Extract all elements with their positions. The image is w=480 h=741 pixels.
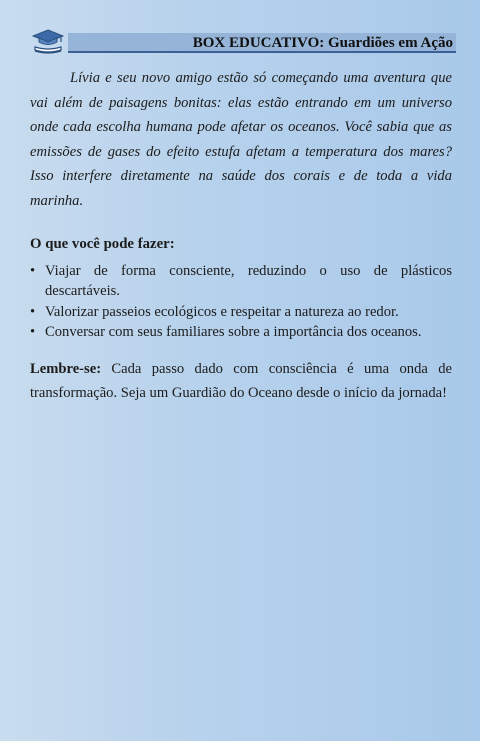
list-item — [30, 261, 452, 302]
box-header — [28, 28, 456, 56]
actions-list — [30, 261, 452, 343]
header-title: BOX EDUCATIVO: Guardiões em Ação — [68, 33, 456, 53]
bullet-icon: • — [30, 303, 36, 320]
bullet-icon: • — [30, 262, 36, 279]
box-content — [30, 66, 452, 406]
list-item-text: Viajar de forma consciente, reduzindo o uso de plásticos descartáveis. — [45, 262, 452, 300]
intro-paragraph: Lívia e seu novo amigo estão só começando uma aventura que vai além de paisagens bonitas: elas estão entrando em um universo onde cada escolha humana pode afetar os oceanos. Você sabia que as emissões de gases do efeito estufa afetam a temperatura dos mares? Isso interfere diretamente na saúde dos corais e de toda a vida marinha. — [30, 70, 452, 209]
bullet-icon: • — [30, 324, 36, 341]
list-item — [30, 322, 452, 343]
list-item — [30, 302, 452, 323]
actions-heading: O que você pode fazer: — [30, 235, 175, 252]
remember-text: Cada passo dado com consciência é uma onda de transformação. Seja um Guardião do Oceano desde o início da jornada! — [30, 360, 452, 402]
remember-lead: Lembre-se: — [30, 360, 102, 377]
list-item-text: Conversar com seus familiares sobre a importância dos oceanos. — [45, 324, 422, 341]
graduation-cap-book-icon — [32, 28, 64, 56]
remember-paragraph — [30, 357, 452, 406]
list-item-text: Valorizar passeios ecológicos e respeitar a natureza ao redor. — [45, 303, 399, 320]
